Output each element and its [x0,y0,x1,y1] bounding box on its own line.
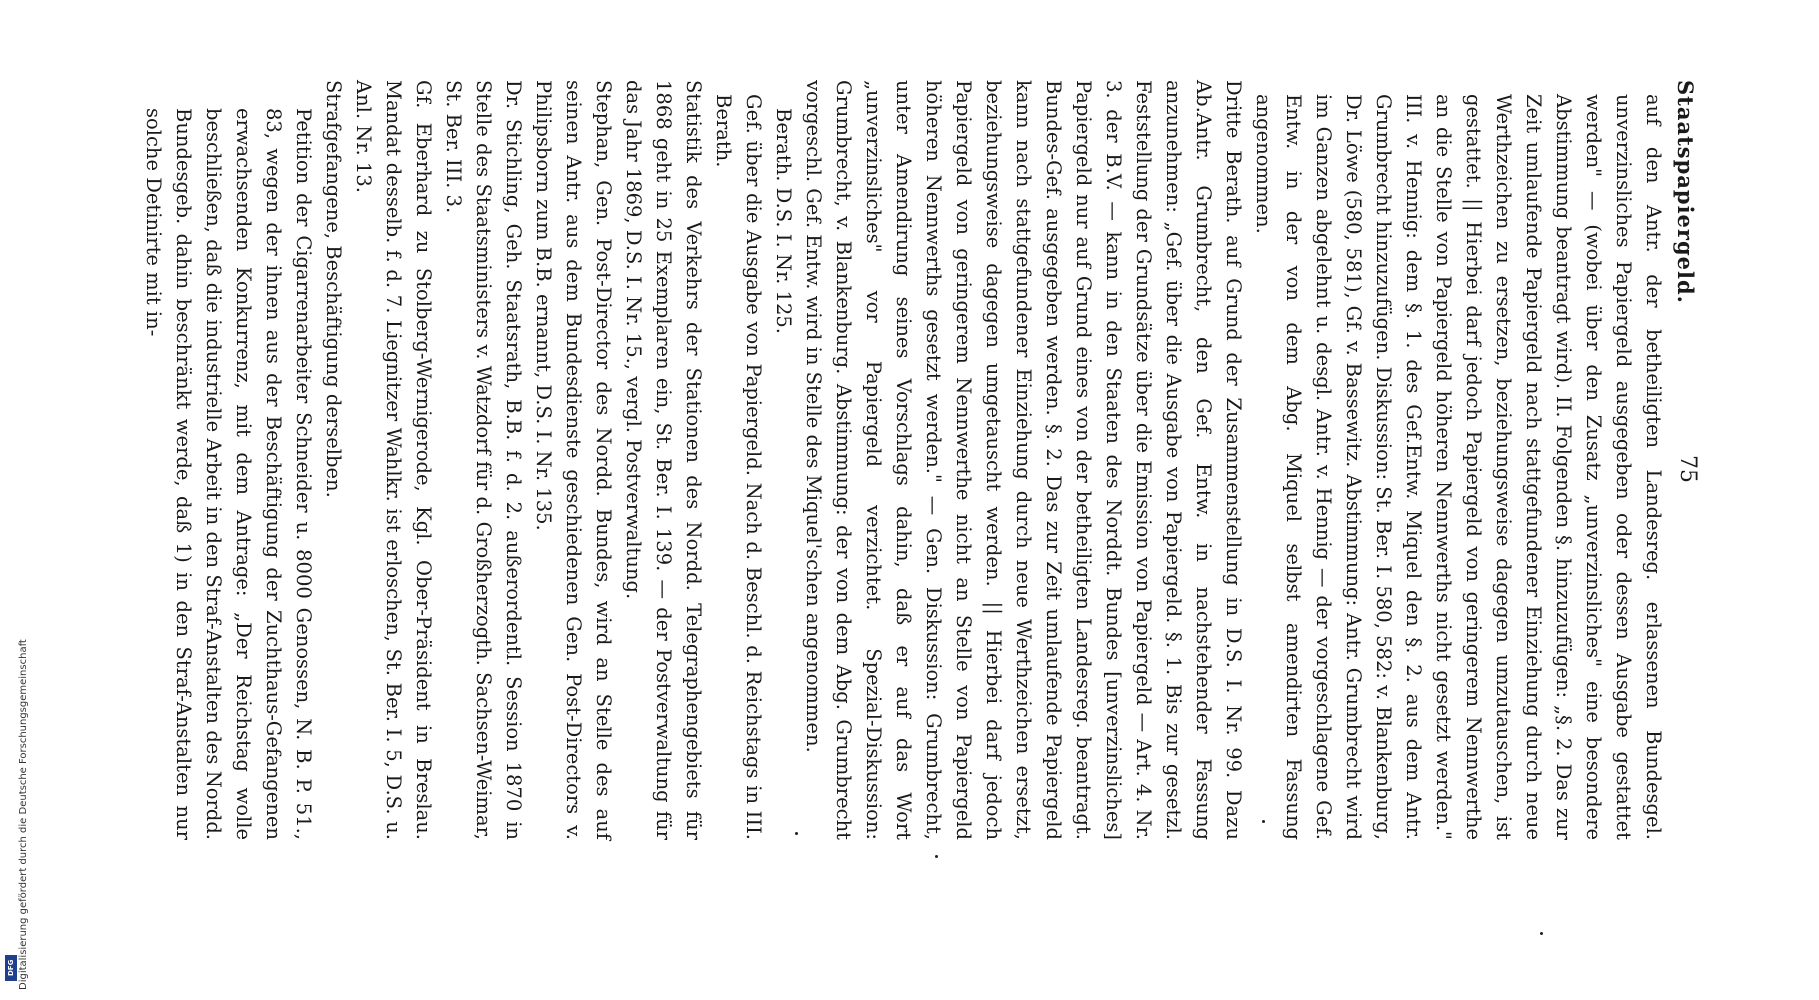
paragraph: Gef. über die Ausgabe von Papiergeld. Nach d. Beschl. d. Reichstags in III. Berath. [712,94,765,840]
scan-speck [795,832,798,835]
digitization-note: Digitalisierung gefördert durch die Deutsche Forschungsgemeinschaft [18,639,29,990]
paragraph: Stephan, Gen. Post-Director des Nordd. Bundes, wird an Stelle des auf seinen Antr. aus dem Bundesdienste geschiedenen Gen. Post-Directors v. Philipsborn zum B.B. ernannt, D.S. I. Nr. 135. [532,80,615,840]
scan-speck [1540,932,1543,935]
paragraph: Dr. Stichling, Geh. Staatsrath, B.B. f. d. 2. außerordentl. Session 1870 in Stelle des Staatsministers v. Watzdorf für d. Großherzogth. Sachsen-Weimar, St. Ber. III. 3. [442,80,525,840]
paragraph: auf den Antr. der betheiligten Landesreg. erlassenen Bundesgel. unverzinsliches Papiergeld ausgegeben oder dessen Ausgabe gestattet werden" — (wobei über den Zusatz „unverzinsliches" eine besondere Abstimmung beantragt wird). II. Folgenden §. hinzuzufügen: „§. 2. Das zur Zeit umlaufende Papiergeld nach stattgefundener Einziehung durch neue Werthzeichen zu ersetzen, beziehungsweise dagegen umzutauschen, ist gestattet. || Hierbei darf jedoch Papiergeld von geringerem Nennwerthe an die Stelle von Papiergeld höheren Nennwerths nicht gesetzt werden." III. v. Hennig: dem §. 1. des Gef.Entw. Miquel den §. 2. aus dem Antr. Grumbrecht hinzuzufügen. Diskussion: St. Ber. I. 580, 582: v. Blankenburg, Dr. Löwe (580, 581), Gf. v. Bassewitz. Abstimmung: Antr. Grumbrecht wird im Ganzen abgelehnt u. desgl. Antr. v. Hennig — der vorgeschlagene Gef. Entw. in der von dem Abg. Miquel selbst amendirten Fassung angenommen. [1252,94,1665,840]
page-number: 75 [1675,455,1700,483]
paragraph: Statistik des Verkehrs der Stationen des Nordd. Telegraphengebiets für 1868 geht in 25 Exemplaren ein, St. Ber. I. 139. — der Postverwaltung für das Jahr 1869, D.S. I. Nr. 15., vergl. Postverwaltung. [622,80,705,840]
page-text-block [138,80,1700,840]
paragraph: Gf. Eberhard zu Stolberg-Wernigerode, Kgl. Ober-Präsident in Breslau. Mandat desselb. f. d. 7. Liegnitzer Wahlkr. ist erloschen, St. Ber. I. 5, D.S. u. Anl. Nr. 13. [352,80,435,840]
scan-speck [1262,820,1265,823]
paragraph: Berath. D.S. I. Nr. 125. [772,108,795,334]
scan-speck [935,855,938,858]
dfg-logo: DFG [5,955,17,981]
paragraph: Strafgefangene, Beschäftigung derselben. [322,80,345,498]
section-heading: Staatspapiergeld. [1673,80,1698,304]
paragraph: Petition der Cigarrenarbeiter Schneider u. 8000 Genossen, N. B. P. 51., 83, wegen der ihnen aus der Beschäftigung der Zuchthaus-Gefangenen erwachsenden Konkurrenz, mit dem Antrage: „Der Reichstag wolle beschließen, daß die industrielle Arbeit in den Straf-Anstalten des Nordd. Bundesgeb. dahin beschränkt werde, daß 1) in den Straf-Anstalten nur solche Detinirte mit in- [142,108,315,840]
paragraph: Dritte Berath. auf Grund der Zusammenstellung in D.S. I. Nr. 99. Dazu Ab.Antr. Grumbrecht, den Gef. Entw. in nachstehender Fassung anzunehmen: „Gef. über die Ausgabe von Papiergeld. §. 1. Bis zur gesetzl. Feststellung der Grundsätze über die Emission von Papiergeld — Art. 4. Nr. 3. der B.V. — kann in den Staaten des Norddt. Bundes [unverzinsliches] Papiergeld nur auf Grund eines von der betheiligten Landesreg. beantragt. Bundes-Gef. ausgegeben werden. §. 2. Das zur Zeit umlaufende Papiergeld kann nach stattgefundener Einziehung durch neue Werthzeichen ersetzt, beziehungsweise dagegen umgetauscht werden. || Hierbei darf jedoch Papiergeld von geringerem Nennwerthe nicht an Stelle von Papiergeld höheren Nennwerths gesetzt werden." — Gen. Diskussion: Grumbrecht, unter Amendirung seines Vorschlags dahin, daß er auf das Wort „unverzinsliches" vor Papiergeld verzichtet. Spezial-Diskussion: Grumbrecht, v. Blankenburg. Abstimmung: der von dem Abg. Grumbrecht vorgeschl. Gef. Entw. wird in Stelle des Miquel'schen angenommen. [802,80,1245,840]
